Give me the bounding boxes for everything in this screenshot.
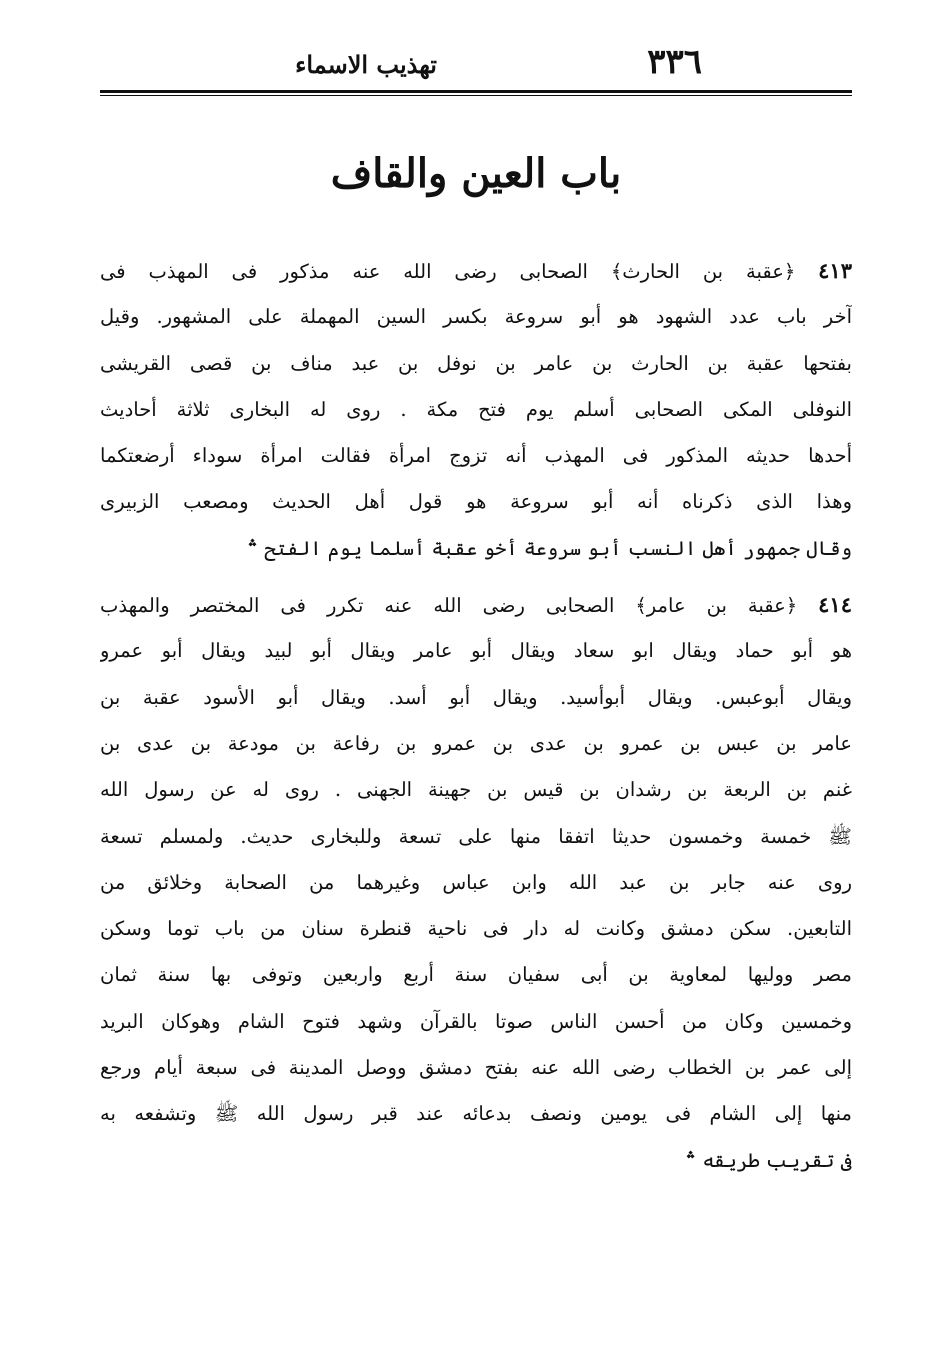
text-line: بفتحها عقبة بن الحارث بن عامر بن نوفل بن عبد مناف بن قصى القريشى (100, 351, 852, 375)
page-number: ٣٣٦ (647, 42, 702, 82)
text-line: إلى عمر بن الخطاب رضى الله عنه بفتح دمشق ووصل المدينة فى سبعة أيام ورجع (100, 1056, 852, 1080)
text-line: آخر باب عدد الشهود هو أبو سروعة بكسر السين المهملة على المشهور. وقيل (100, 305, 852, 329)
text-line: التابعين. سكن دمشق وكانت له دار فى ناحية قنطرة سنان من باب توما وسكن (100, 917, 852, 941)
text-line: مصر ووليها لمعاوية بن أبى سفيان سنة أربع واربعين وتوفى بها سنة ثمان (100, 963, 852, 987)
entry-text: ﴿عقبة بن عامر﴾ الصحابى رضى الله عنه تكرر فى المختصر والمهذب (100, 594, 798, 618)
text-line (100, 248, 852, 294)
book-title: تهذيب الاسماء (295, 50, 437, 79)
entry-number: ٤١٣ (818, 258, 852, 283)
text-line: فى تقريب طريقه ؞ (684, 1148, 852, 1172)
text-line: وخمسين وكان من أحسن الناس صوتا بالقرآن وشهد فتوح الشام وهوكان البريد (100, 1009, 852, 1033)
running-header (100, 42, 852, 88)
text-line: أحدها حديثه المذكور فى المهذب أنه تزوج امرأة فقالت امرأة سوداء أرضعتكما (100, 444, 852, 468)
chapter-title: باب العين والقاف (330, 150, 622, 197)
text-line: وقال جمهور أهل النسب أبو سروعة أخو عقبة أسلما يوم الفتح ؞ (246, 536, 852, 560)
text-line: منها إلى الشام فى يومين ونصف بدعائه عند قبر رسول الله ﷺ وتشفعه به (100, 1102, 852, 1126)
header-rule (100, 90, 852, 96)
text-line: عامر بن عبس بن عمرو بن عدى بن عمرو بن رفاعة بن مودعة بن عدى بن (100, 731, 852, 755)
text-line: ويقال أبوعبس. ويقال أبوأسيد. ويقال أبو أسد. ويقال أبو الأسود عقبة بن (100, 685, 852, 709)
text-line: وهذا الذى ذكرناه أنه أبو سروعة هو قول أهل الحديث ومصعب الزبيرى (100, 490, 852, 514)
entry-text: ﴿عقبة بن الحارث﴾ الصحابى رضى الله عنه مذكور فى المهذب فى (100, 260, 796, 283)
entry-gap (100, 572, 852, 582)
text-line: روى عنه جابر بن عبد الله وابن عباس وغيرهما من الصحابة وخلائق من (100, 870, 852, 894)
text-line: هو أبو حماد ويقال ابو سعاد ويقال أبو عامر ويقال أبو لبيد ويقال أبو عمرو (100, 639, 852, 663)
entry-number: ٤١٤ (818, 592, 852, 618)
text-line: غنم بن الربعة بن رشدان بن قيس بن جهينة الجهنى . روى له عن رسول الله (100, 778, 852, 802)
body-text (100, 248, 852, 1184)
text-line (100, 582, 852, 628)
text-line: ﷺ خمسة وخمسون حديثا اتفقا منها على تسعة وللبخارى حديث. ولمسلم تسعة (100, 824, 852, 848)
text-line: النوفلى المكى الصحابى أسلم يوم فتح مكة . روى له البخارى ثلاثة أحاديث (100, 397, 852, 421)
